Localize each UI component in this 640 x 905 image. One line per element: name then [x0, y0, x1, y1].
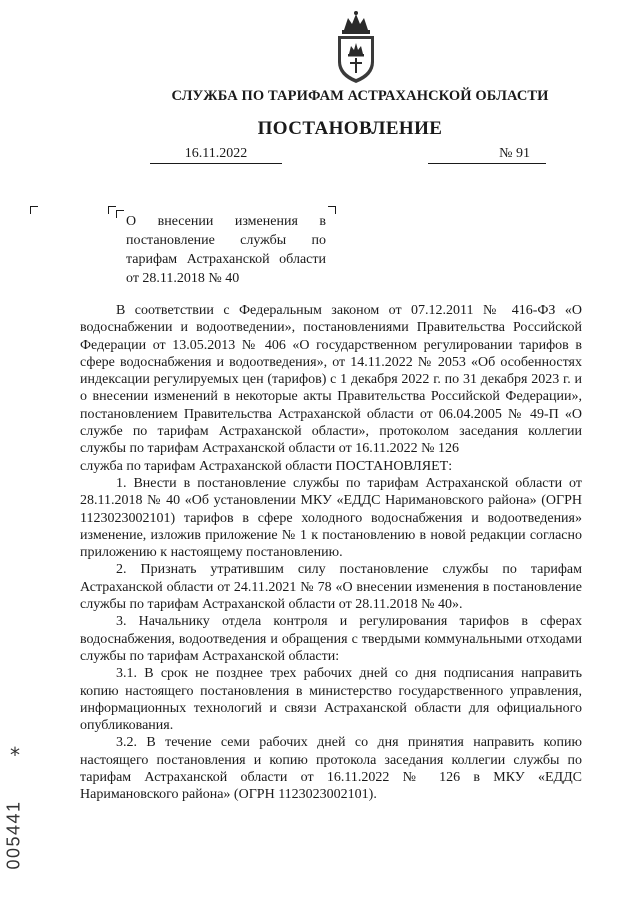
document-type: ПОСТАНОВЛЕНИЕ: [257, 118, 443, 139]
item-3-1-paragraph: 3.1. В срок не позднее трех рабочих дней со дня подписания направить копию настоящего постановления в министерство государственного управления, информационных технологий и связи Астраханской области для официального опубликования.: [80, 666, 582, 734]
subject-corner-mark: [116, 210, 124, 218]
organization-name: СЛУЖБА ПО ТАРИФАМ АСТРАХАНСКОЙ ОБЛАСТИ: [171, 88, 549, 104]
margin-corner-mark: [30, 206, 38, 214]
subject-corner-mark: [328, 206, 336, 214]
resolves-line: служба по тарифам Астраханской области ПОСТАНОВЛЯЕТ:: [80, 458, 453, 474]
item-3-paragraph: 3. Начальнику отдела контроля и регулирования тарифов в сферах водоснабжения, водоотведения и обращения с твердыми коммунальными отходами службы по тарифам Астраханской области:: [80, 614, 582, 664]
document-date: 16.11.2022: [150, 146, 282, 164]
document-body: [80, 302, 582, 804]
serial-number: 005441: [3, 800, 24, 870]
item-2-paragraph: 2. Признать утратившим силу постановление службы по тарифам Астраханской области от 24.11.2021 № 78 «О внесении изменения в постановление службы по тарифам Астраханской области от 28.11.2018 № 40».: [80, 562, 582, 613]
preamble-paragraph: В соответствии с Федеральным законом от 07.12.2011 № 416-ФЗ «О водоснабжении и водоотведении», постановлениями Правительства Российской Федерации от 13.05.2013 № 406 «О государственном регулировании тарифов в сфере водоснабжения и водоотведения», от 14.11.2022 № 2053 «Об особенностях индексации регулируемых цен (тарифов) с 1 декабря 2022 г. по 31 декабря 2023 г. и о внесении изменений в некоторые акты Правительства Российской Федерации», постановлением Правительства Астраханской области от 06.04.2005 № 49-П «О службе по тарифам Астраханской области», протоколом заседания коллегии службы по тарифам Астраханской области от 16.11.2022 № 126: [80, 303, 582, 457]
item-1-paragraph: 1. Внести в постановление службы по тарифам Астраханской области от 28.11.2018 № 40 «Об установлении МКУ «ЕДДС Наримановского района» (ОГРН 1123023002101) тарифов в сфере холодного водоснабжения и водоотведения» изменение, изложив приложение № 1 к постановлению в новой редакции согласно приложению к настоящему постановлению.: [80, 475, 582, 561]
margin-serial-stamp: [2, 780, 26, 890]
document-number: № 91: [428, 146, 546, 164]
margin-asterisk-mark: *: [10, 743, 20, 767]
astrakhan-coat-of-arms-icon: [328, 10, 384, 86]
subject-corner-mark: [108, 206, 116, 214]
item-3-2-paragraph: 3.2. В течение семи рабочих дней со дня принятия направить копию настоящего постановления и копию протокола заседания коллегии службы по тарифам Астраханской области от 16.11.2022 № 126 в МКУ «ЕДДС Наримановского района» (ОГРН 1123023002101).: [80, 735, 582, 803]
document-subject: О внесении изменения в постановление службы по тарифам Астраханской области от 28.11.2018 № 40: [126, 214, 326, 286]
